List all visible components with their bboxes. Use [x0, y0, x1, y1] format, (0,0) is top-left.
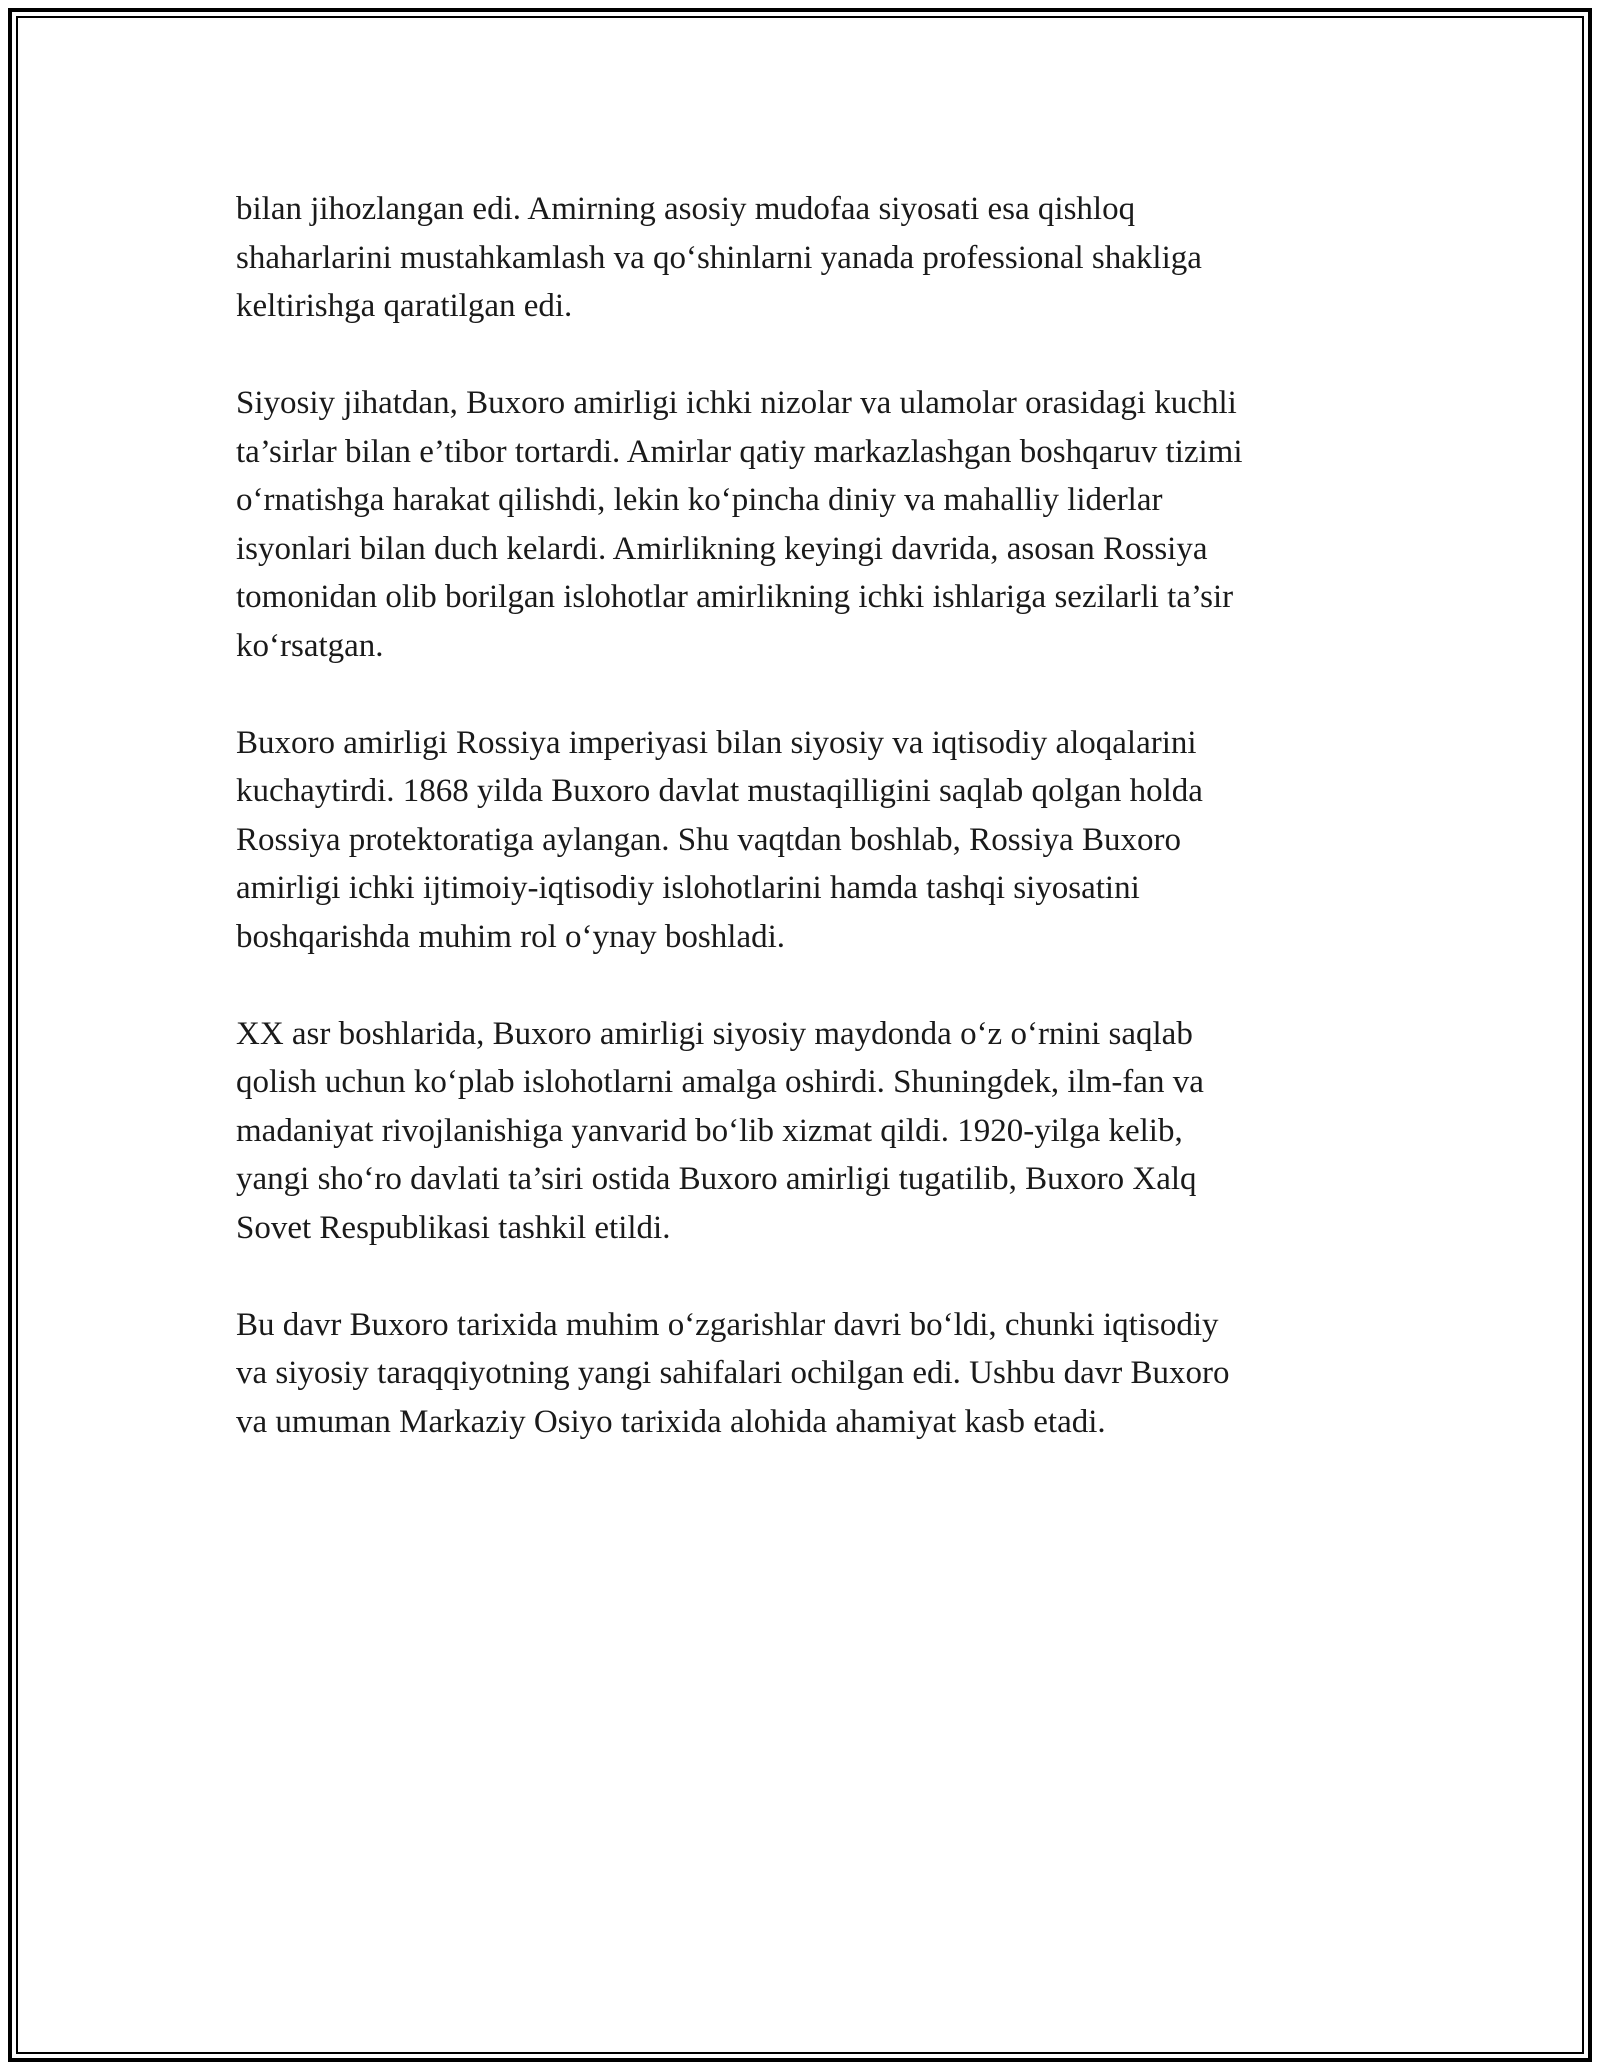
text-line: Siyosiy jihatdan, Buxoro amirligi ichki nizolar va ulamolar orasidagi kuchli — [236, 385, 1237, 421]
paragraph-5 — [236, 1301, 1386, 1447]
text-line: amirligi ichki ijtimoiy-iqtisodiy islohotlarini hamda tashqi siyosatini — [236, 870, 1140, 906]
text-line: va siyosiy taraqqiyotning yangi sahifalari ochilgan edi. Ushbu davr Buxoro — [236, 1355, 1230, 1391]
text-line: Rossiya protektoratiga aylangan. Shu vaqtdan boshlab, Rossiya Buxoro — [236, 821, 1181, 858]
text-line: va umuman Markaziy Osiyo tarixida alohida ahamiyat kasb etadi. — [236, 1403, 1106, 1440]
document-body — [236, 185, 1386, 1495]
paragraph-4 — [236, 1010, 1386, 1253]
text-line: Bu davr Buxoro tarixida muhim o‘zgarishlar davri bo‘ldi, chunki iqtisodiy — [236, 1306, 1219, 1343]
text-line: isyonlari bilan duch kelardi. Amirlikning keyingi davrida, asosan Rossiya — [236, 530, 1208, 567]
text-line: qolish uchun ko‘plab islohotlarni amalga oshirdi. Shuningdek, ilm-fan va — [236, 1064, 1204, 1100]
text-line: XX asr boshlarida, Buxoro amirligi siyosiy maydonda o‘z o‘rnini saqlab — [236, 1015, 1193, 1052]
text-line: bilan jihozlangan edi. Amirning asosiy mudofaa siyosati esa qishloq — [236, 191, 1136, 227]
text-line: shaharlarini mustahkamlash va qo‘shinlarni yanada professional shakliga — [236, 239, 1202, 276]
text-line: kuchaytirdi. 1868 yilda Buxoro davlat mustaqilligini saqlab qolgan holda — [236, 773, 1203, 809]
paragraph-2 — [236, 379, 1386, 670]
text-line: Sovet Respublikasi tashkil etildi. — [236, 1209, 671, 1246]
text-line: Buxoro amirligi Rossiya imperiyasi bilan siyosiy va iqtisodiy aloqalarini — [236, 724, 1197, 761]
text-line: yangi sho‘ro davlati ta’siri ostida Buxoro amirligi tugatilib, Buxoro Xalq — [236, 1161, 1197, 1197]
text-line: tomonidan olib borilgan islohotlar amirlikning ichki ishlariga sezilarli ta’sir — [236, 579, 1234, 615]
text-line: ko‘rsatgan. — [236, 627, 384, 664]
text-line: keltirishga qaratilgan edi. — [236, 288, 573, 324]
text-line: madaniyat rivojlanishiga yanvarid bo‘lib xizmat qildi. 1920-yilga kelib, — [236, 1112, 1183, 1149]
text-line: boshqarishda muhim rol o‘ynay boshladi. — [236, 918, 786, 955]
paragraph-3 — [236, 719, 1386, 962]
paragraph-1 — [236, 185, 1386, 331]
text-line: ta’sirlar bilan e’tibor tortardi. Amirlar qatiy markazlashgan boshqaruv tizimi — [236, 433, 1243, 470]
text-line: o‘rnatishga harakat qilishdi, lekin ko‘pincha diniy va mahalliy liderlar — [236, 482, 1163, 518]
